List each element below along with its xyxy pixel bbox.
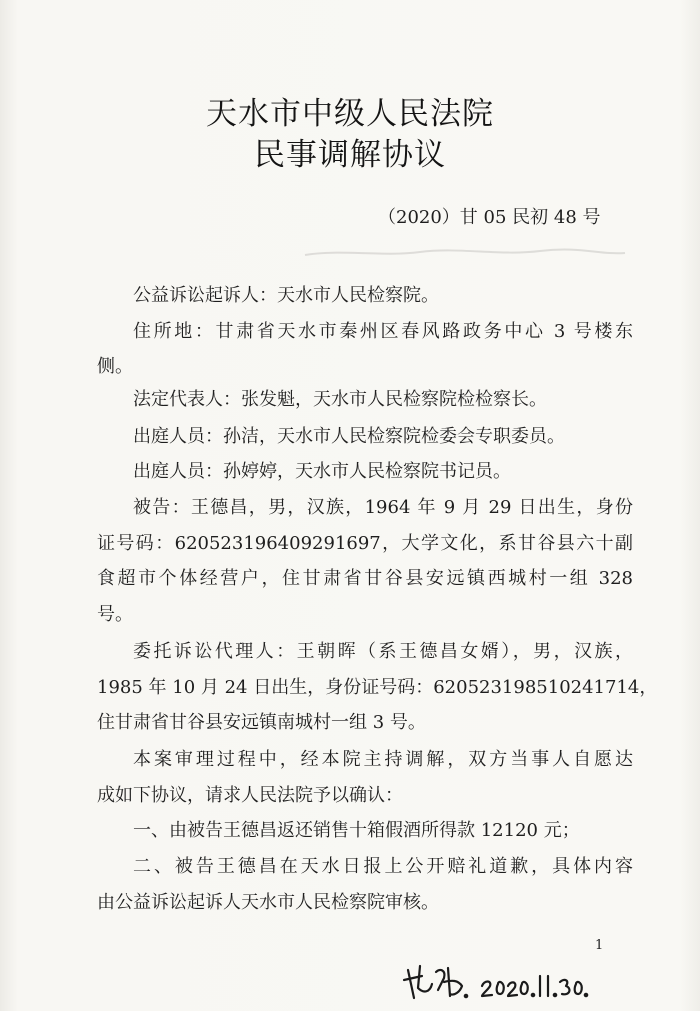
defendant-line-1: 被告：王德昌，男，汉族，1964 年 9 月 29 日出生，身份 bbox=[133, 497, 633, 518]
case-number: （2020）甘 05 民初 48 号 bbox=[378, 207, 601, 228]
agreement-item-1: 一、由被告王德昌返还销售十箱假酒所得款 12120 元； bbox=[133, 820, 580, 841]
attendee-1-line: 出庭人员：孙洁，天水市人民检察院检委会专职委员。 bbox=[133, 426, 565, 447]
address-line-1: 住所地：甘肃省天水市秦州区春风路政务中心 3 号楼东 bbox=[133, 321, 633, 342]
agent-line-3: 住甘肃省甘谷县安远镇南城村一组 3 号。 bbox=[97, 712, 426, 733]
intro-line-2: 成如下协议，请求人民法院予以确认： bbox=[97, 785, 403, 806]
bleed-through-mark bbox=[300, 245, 630, 261]
intro-line-1: 本案审理过程中，经本院主持调解，双方当事人自愿达 bbox=[133, 749, 633, 770]
agent-line-2: 1985 年 10 月 24 日出生，身份证号码：620523198510241714， bbox=[97, 677, 658, 698]
defendant-line-2: 证号码：620523196409291697，大学文化，系甘谷县六十副 bbox=[97, 533, 633, 554]
legal-representative-line: 法定代表人：张发魁，天水市人民检察院检检察长。 bbox=[133, 389, 547, 410]
court-name-heading: 天水市中级人民法院 bbox=[206, 96, 494, 132]
page-number: 1 bbox=[595, 938, 604, 953]
agreement-item-2-line-1: 二、被告王德昌在天水日报上公开赔礼道歉，具体内容 bbox=[133, 856, 633, 877]
document-title: 民事调解协议 bbox=[254, 137, 446, 173]
defendant-line-4: 号。 bbox=[97, 604, 133, 625]
handwritten-signature bbox=[400, 958, 590, 1004]
agreement-item-2-line-2: 由公益诉讼起诉人天水市人民检察院审核。 bbox=[97, 892, 439, 913]
agent-line-1: 委托诉讼代理人：王朝晖（系王德昌女婿），男，汉族， bbox=[133, 641, 633, 662]
attendee-2-line: 出庭人员：孙婷婷，天水市人民检察院书记员。 bbox=[133, 461, 511, 482]
defendant-line-3: 食超市个体经营户，住甘肃省甘谷县安远镇西城村一组 328 bbox=[97, 568, 633, 589]
plaintiff-line: 公益诉讼起诉人：天水市人民检察院。 bbox=[133, 285, 439, 306]
address-line-2: 侧。 bbox=[97, 356, 133, 377]
